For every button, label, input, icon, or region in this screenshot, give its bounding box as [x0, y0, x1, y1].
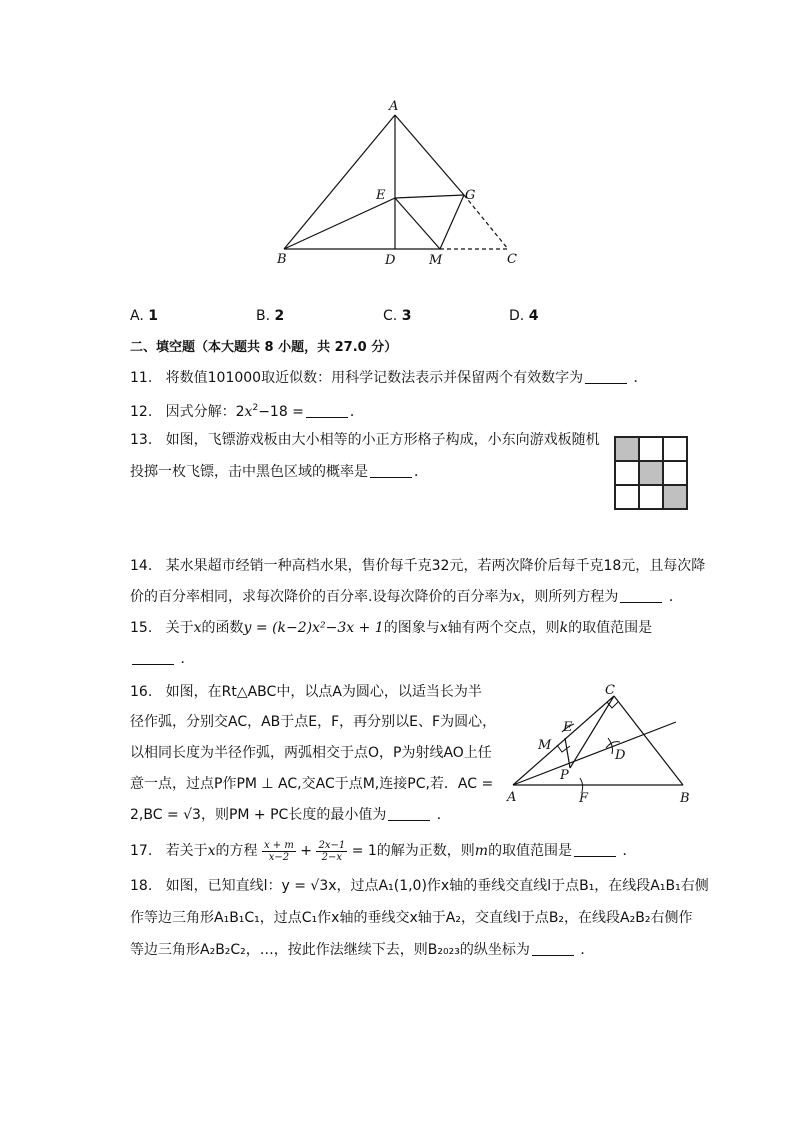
fraction-numerator: x + m [263, 839, 294, 851]
math-var: x [207, 843, 216, 859]
question-end: ． [633, 370, 648, 386]
question-end: ． [436, 807, 451, 823]
segment-pc [570, 696, 614, 768]
answer-blank[interactable] [388, 806, 430, 821]
answer-blank[interactable] [306, 403, 348, 418]
label-e: E [376, 188, 386, 203]
question-number: 16. [130, 684, 153, 700]
question-end: ． [349, 404, 364, 420]
grid-cell-dark [639, 461, 663, 485]
triangle-figure [270, 95, 530, 270]
question-number: 12. [130, 404, 153, 420]
right-angle-mark-m [557, 745, 570, 752]
label-m: M [538, 738, 552, 753]
choice-a[interactable] [130, 306, 158, 326]
choice-letter: B. [256, 308, 271, 324]
label-c: C [507, 252, 517, 267]
segment-em [395, 198, 440, 249]
label-b: B [680, 791, 690, 806]
answer-blank[interactable] [585, 369, 627, 384]
question-17: 17. 若关于x的方程 $\frac{x + m}{x-2}$ + $\frac{2x-1}{2-x}$ = 1的解为正数，则m的取值范围是 ． [130, 839, 637, 863]
grid-cell [663, 461, 687, 485]
answer-blank[interactable] [132, 650, 174, 665]
fraction-numerator: 2x−1 [318, 839, 346, 851]
label-a: A [507, 790, 517, 805]
segment-gm [440, 195, 464, 249]
label-e: E [563, 720, 573, 735]
question-16-line4: 意一点，过点P作PM ⊥ AC,交AC于点M,连接PC,若．AC = [130, 776, 494, 792]
question-15-answer [130, 649, 194, 669]
label-d: D [385, 253, 396, 268]
label-a: A [389, 99, 399, 114]
choice-letter: C. [383, 308, 398, 324]
question-number: 11. [130, 370, 153, 386]
question-text: −18 = [258, 404, 304, 420]
question-number: 13. [130, 432, 153, 448]
answer-blank[interactable] [370, 463, 412, 478]
question-end: ． [580, 942, 595, 958]
question-text: 因式分解：2 [165, 404, 245, 420]
label-d: D [615, 748, 626, 763]
question-text: 如图，飞镖游戏板由大小相等的小正方形格子构成，小东向游戏板随机 [165, 432, 600, 448]
question-18-line3 [130, 940, 594, 960]
arc-d2 [608, 738, 613, 754]
question-text: 的函数 [201, 620, 244, 636]
choice-letter: D. [509, 308, 525, 324]
question-text: 投掷一枚飞镖，击中黑色区域的概率是 [130, 464, 368, 480]
question-end: ． [180, 651, 195, 667]
choice-value: 1 [148, 308, 158, 324]
question-text: 价的百分率相同，求每次降价的百分率.设每次降价的百分率为 [130, 589, 513, 605]
choice-d[interactable] [509, 306, 538, 326]
math-expression: y = (k−2)x²−3x + 1 [243, 620, 384, 636]
question-number: 17. [130, 843, 153, 859]
question-text: 等边三角形A₂B₂C₂，…，按此作法继续下去，则B₂₀₂₃的纵坐标为 [130, 942, 530, 958]
section-title: 二、填空题（本大题共 8 小题，共 27.0 分） [130, 340, 398, 355]
choice-value: 2 [274, 308, 285, 324]
question-text: 2,BC = √3，则PM + PC长度的最小值为 [130, 807, 387, 823]
fraction-denominator: x−2 [268, 851, 290, 863]
math-var: x [439, 620, 448, 636]
question-16-line3: 以相同长度为半径作弧，两弧相交于点O，P为射线AO上任 [130, 745, 492, 761]
question-15 [130, 618, 652, 638]
question-number: 18. [130, 878, 153, 894]
question-text: 如图，已知直线l：y = √3x，过点A₁(1,0)作x轴的垂线交直线l于点B₁，在线段A₁B₁右侧 [165, 878, 709, 894]
math-var: x [244, 404, 253, 420]
answer-blank[interactable] [574, 842, 616, 857]
question-18-line2: 作等边三角形A₁B₁C₁，过点C₁作x轴的垂线交x轴于A₂，交直线l于点B₂，在线段A₂B₂右侧作 [130, 910, 693, 926]
fraction-1 [262, 840, 296, 863]
question-text: 若关于 [165, 843, 208, 859]
question-11 [130, 368, 648, 388]
question-text: = 1的解为正数，则 [351, 843, 475, 859]
question-end: ． [414, 464, 428, 480]
label-m: M [429, 253, 443, 268]
grid-cell-dark [615, 437, 639, 461]
grid-cell-dark [663, 485, 687, 509]
question-13-line1 [130, 430, 600, 450]
label-p: P [560, 768, 569, 783]
question-14-line1 [130, 556, 705, 576]
math-var: x [512, 589, 521, 605]
question-text: 关于 [165, 620, 194, 636]
question-12 [130, 398, 364, 422]
fraction-2 [316, 840, 347, 863]
question-end: ． [622, 843, 637, 859]
question-text: ，则所列方程为 [520, 589, 619, 605]
label-c: C [605, 683, 615, 698]
fraction-denominator: 2−x [321, 851, 343, 863]
choice-value: 3 [401, 308, 412, 324]
question-text: 将数值101000取近似数：用科学记数法表示并保留两个有效数字为 [165, 370, 584, 386]
segment-be [284, 198, 395, 249]
dartboard-grid [614, 436, 688, 510]
question-16-line1 [130, 682, 482, 702]
question-number: 14. [130, 558, 153, 574]
grid-cell [639, 485, 663, 509]
choice-value: 4 [528, 308, 539, 324]
question-text: 如图，在Rt△ABC中，以点A为圆心，以适当长为半 [165, 684, 482, 700]
question-text: 的取值范围是 [488, 843, 573, 859]
edge-ag [395, 115, 464, 195]
label-g: G [465, 188, 476, 203]
question-text: 的图象与 [383, 620, 440, 636]
choice-letter: A. [130, 308, 144, 324]
label-b: B [277, 252, 287, 267]
answer-blank[interactable] [620, 588, 662, 603]
question-number: 15. [130, 620, 153, 636]
math-var: x [193, 620, 202, 636]
question-18-line1 [130, 876, 709, 896]
question-text: 的方程 [215, 843, 258, 859]
edge-gc-dashed [464, 195, 508, 249]
question-13-line2 [130, 462, 428, 482]
right-triangle-figure [500, 680, 700, 810]
grid-cell [615, 485, 639, 509]
question-16-line5 [130, 805, 451, 825]
math-var: m [474, 843, 489, 859]
grid-cell [639, 437, 663, 461]
grid-cell [615, 461, 639, 485]
edge-cb [614, 696, 683, 785]
math-var: k [559, 620, 569, 636]
segment-eg [395, 195, 464, 198]
question-end: ． [668, 589, 683, 605]
exponent: 2 [252, 403, 259, 413]
question-text: 某水果超市经销一种高档水果，售价每千克32元，若两次降价后每千克18元，且每次降 [165, 558, 706, 574]
question-16-line2: 径作弧，分别交AC，AB于点E，F，再分别以E、F为圆心， [130, 714, 497, 730]
question-14-line2 [130, 587, 683, 607]
question-text: 的取值范围是 [568, 620, 653, 636]
label-f: F [579, 791, 589, 806]
ray-ao [513, 722, 676, 785]
grid-cell [663, 437, 687, 461]
question-text: 轴有两个交点，则 [447, 620, 560, 636]
choice-b[interactable] [256, 306, 284, 326]
answer-blank[interactable] [532, 941, 574, 956]
edge-ab [284, 115, 395, 249]
choice-c[interactable] [383, 306, 411, 326]
